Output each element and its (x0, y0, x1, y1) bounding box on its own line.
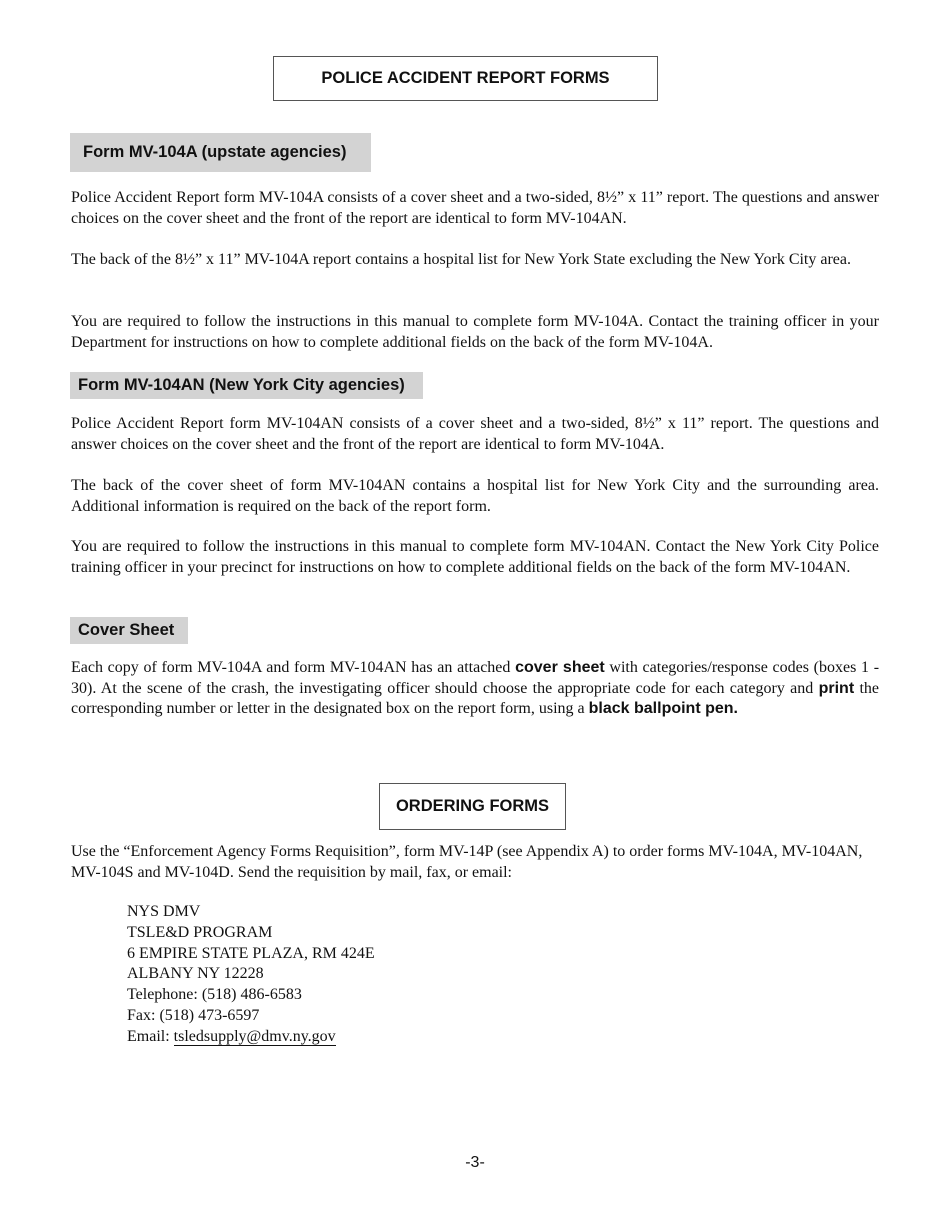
address-line-4: ALBANY NY 12228 (127, 965, 264, 983)
telephone: Telephone: (518) 486-6583 (127, 986, 302, 1004)
address-line-2: TSLE&D PROGRAM (127, 923, 273, 941)
mailing-address (127, 902, 375, 1048)
print-bold-term: print (818, 679, 855, 697)
ordering-intro-paragraph: Use the “Enforcement Agency Forms Requisition”, form MV-14P (see Appendix A) to order forms MV-104A, MV-104AN, MV-104S and MV-104D. Send the requisition by mail, fax, or email: (71, 843, 863, 881)
cover-sheet-bold-term: cover sheet (515, 659, 605, 676)
fax: Fax: (518) 473-6597 (127, 1006, 260, 1024)
ordering-forms-heading: ORDERING FORMS (379, 783, 566, 830)
address-line-1: NYS DMV (127, 903, 201, 920)
cover-sheet-paragraph: Each copy of form MV-104A and form MV-104AN has an attached cover sheet with categories/response codes (boxes 1 - 30). At the scene of the crash, the investigating officer should choose the appropriate code for each category and print the corresponding number or letter in the designated box on the report form, using a black ballpoint pen. (71, 659, 880, 717)
address-line-3: 6 EMPIRE STATE PLAZA, RM 424E (127, 944, 375, 962)
section-heading-cover-sheet: Cover Sheet (70, 617, 188, 644)
page-title: POLICE ACCIDENT REPORT FORMS (273, 56, 658, 101)
mv104a-paragraph-2: The back of the 8½” x 11” MV-104A report contains a hospital list for New York State excluding the New York City area. (71, 251, 852, 268)
mv104a-paragraph-3: You are required to follow the instructions in this manual to complete form MV-104A. Contact the training officer in your Department for instructions on how to complete additional fields on the back of the form MV-104A. (71, 313, 879, 351)
mv104a-paragraph-1: Police Accident Report form MV-104A consists of a cover sheet and a two-sided, 8½” x 11” report. The questions and answer choices on the cover sheet and the front of the report are identical to form MV-104AN. (71, 189, 879, 227)
mv104an-paragraph-2: The back of the cover sheet of form MV-104AN contains a hospital list for New York City and the surrounding area. Additional information is required on the back of the report form. (71, 477, 879, 515)
black-ballpoint-pen-bold-term: black ballpoint pen. (588, 700, 738, 717)
mv104an-paragraph-1: Police Accident Report form MV-104AN consists of a cover sheet and a two-sided, 8½” x 11” report. The questions and answer choices on the cover sheet and the front of the report are identical to form MV-104A. (71, 415, 879, 453)
email-label: Email: (127, 1027, 174, 1045)
email-line (127, 1027, 375, 1048)
section-heading-mv104a: Form MV-104A (upstate agencies) (70, 133, 371, 172)
section-heading-mv104an: Form MV-104AN (New York City agencies) (70, 372, 423, 399)
page-number: -3- (465, 1154, 485, 1171)
email-link[interactable]: tsledsupply@dmv.ny.gov (173, 1027, 336, 1045)
mv104an-paragraph-3: You are required to follow the instructions in this manual to complete form MV-104AN. Contact the New York City Police training officer in your precinct for instructions on how to complete additional fields on the back of the form MV-104AN. (71, 538, 879, 576)
